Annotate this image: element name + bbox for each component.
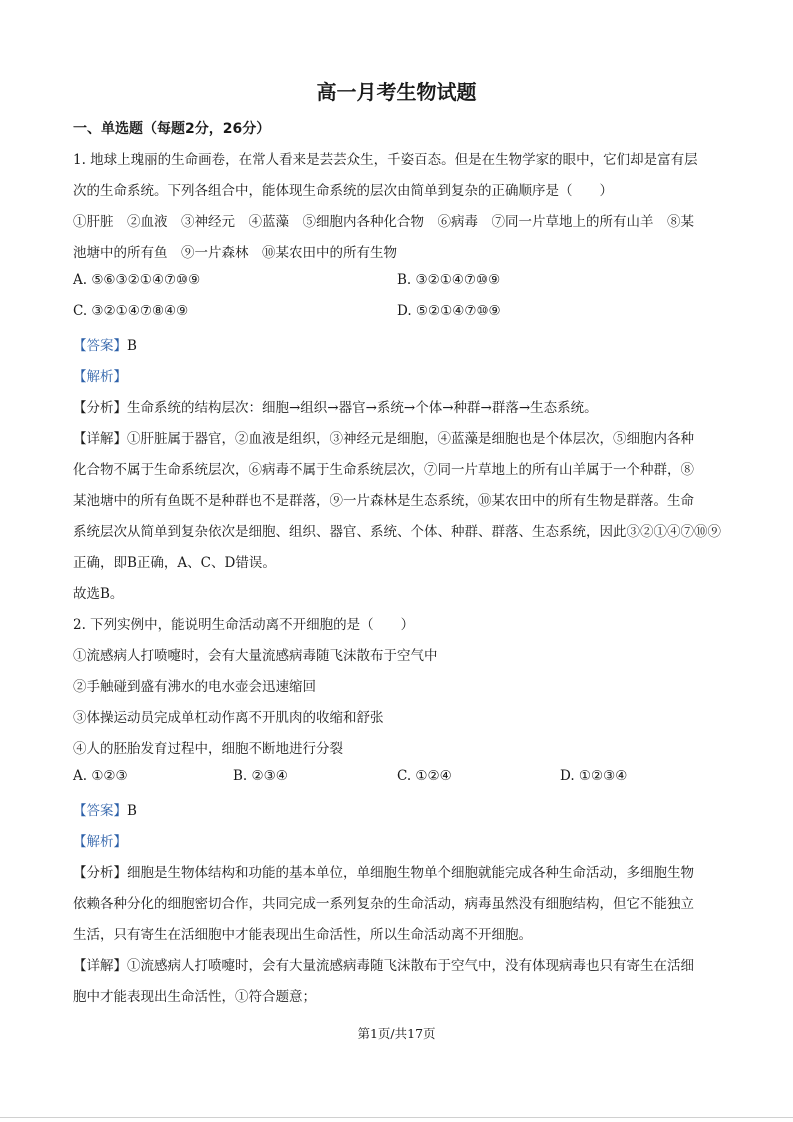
analysis-tag: 【解析】 <box>73 834 127 850</box>
q1-xiangjie-line-3: 某池塘中的所有鱼既不是种群也不是群落，⑨一片森林是生态系统，⑩某农田中的所有生物是群落。生命 <box>73 493 694 509</box>
xiangjie-text: ①肝脏属于器官，②血液是组织，③神经元是细胞，④蓝藻是细胞也是个体层次，⑤细胞内各种 <box>127 431 694 447</box>
q2-xiangjie-line-1 <box>73 954 723 974</box>
q1-option-b: B. ③②①④⑦⑩⑨ <box>397 272 501 288</box>
fenxi-text: 细胞是生物体结构和功能的基本单位，单细胞生物单个细胞就能完成各种生命活动，多细胞生物 <box>127 865 694 881</box>
fenxi-text: 生命系统的结构层次：细胞→组织→器官→系统→个体→种群→群落→生态系统。 <box>127 400 598 416</box>
xiangjie-text: ①流感病人打喷嚏时，会有大量流感病毒随飞沫散布于空气中，没有体现病毒也只有寄生在活细 <box>127 958 694 974</box>
q2-fenxi-line-3: 生活，只有寄生在活细胞中才能表现出生命活性，所以生命活动离不开细胞。 <box>73 927 532 943</box>
section-heading: 一、单选题（每题2分，26分） <box>73 121 271 137</box>
q2-answer <box>73 799 723 819</box>
q1-fenxi <box>73 396 723 416</box>
answer-value: B <box>127 338 137 354</box>
q1-xiangjie-line-1 <box>73 427 723 447</box>
q2-item-2: ②手触碰到盛有沸水的电水壶会迅速缩回 <box>73 679 316 695</box>
q1-stem-line-2: 次的生命系统。下列各组合中，能体现生命系统的层次由简单到复杂的正确顺序是（ ） <box>73 183 613 199</box>
q2-analysis <box>73 830 723 850</box>
q1-conclusion: 故选B。 <box>73 586 124 602</box>
q2-fenxi-line-1 <box>73 861 723 881</box>
xiangjie-tag: 【详解】 <box>73 431 127 447</box>
fenxi-tag: 【分析】 <box>73 400 127 416</box>
q2-stem: 2. 下列实例中，能说明生命活动离不开细胞的是（ ） <box>73 617 415 633</box>
q1-xiangjie-line-2: 化合物不属于生命系统层次，⑥病毒不属于生命系统层次，⑦同一片草地上的所有山羊属于一个种群，⑧ <box>73 462 694 478</box>
q2-option-c: C. ①②④ <box>397 768 452 784</box>
q1-option-a: A. ⑤⑥③②①④⑦⑩⑨ <box>73 272 201 288</box>
q2-option-d: D. ①②③④ <box>560 768 628 784</box>
q1-stem-line-1: 1. 地球上瑰丽的生命画卷，在常人看来是芸芸众生，千姿百态。但是在生物学家的眼中，它们却是富有层 <box>73 152 698 168</box>
q1-xiangjie-line-5: 正确，即B正确，A、C、D错误。 <box>73 555 276 571</box>
q2-xiangjie-line-2: 胞中才能表现出生命活性，①符合题意； <box>73 989 316 1005</box>
fenxi-tag: 【分析】 <box>73 865 127 881</box>
xiangjie-tag: 【详解】 <box>73 958 127 974</box>
q1-answer <box>73 334 723 354</box>
page-footer: 第1页/共17页 <box>357 1026 436 1041</box>
q1-option-c: C. ③②①④⑦⑧④⑨ <box>73 303 189 319</box>
q2-item-4: ④人的胚胎发育过程中，细胞不断地进行分裂 <box>73 741 343 757</box>
analysis-tag: 【解析】 <box>73 369 127 385</box>
q2-option-a: A. ①②③ <box>73 768 128 784</box>
q2-item-3: ③体操运动员完成单杠动作离不开肌肉的收缩和舒张 <box>73 710 384 726</box>
q2-item-1: ①流感病人打喷嚏时，会有大量流感病毒随飞沫散布于空气中 <box>73 648 438 664</box>
q1-xiangjie-line-4: 系统层次从简单到复杂依次是细胞、组织、器官、系统、个体、种群、群落、生态系统，因此③②①④⑦⑩⑨ <box>73 524 721 540</box>
q1-items-line-1: ①肝脏 ②血液 ③神经元 ④蓝藻 ⑤细胞内各种化合物 ⑥病毒 ⑦同一片草地上的所有山羊 ⑧某 <box>73 214 694 230</box>
q1-analysis <box>73 365 723 385</box>
page-title: 高一月考生物试题 <box>316 80 477 104</box>
q1-option-d: D. ⑤②①④⑦⑩⑨ <box>397 303 501 319</box>
answer-value: B <box>127 803 137 819</box>
answer-tag: 【答案】 <box>73 803 127 819</box>
q2-option-b: B. ②③④ <box>233 768 288 784</box>
q2-fenxi-line-2: 依赖各种分化的细胞密切合作，共同完成一系列复杂的生命活动，病毒虽然没有细胞结构，但它不能独立 <box>73 896 694 912</box>
page-bottom-divider <box>0 1117 793 1118</box>
q1-items-line-2: 池塘中的所有鱼 ⑨一片森林 ⑩某农田中的所有生物 <box>73 245 397 261</box>
answer-tag: 【答案】 <box>73 338 127 354</box>
